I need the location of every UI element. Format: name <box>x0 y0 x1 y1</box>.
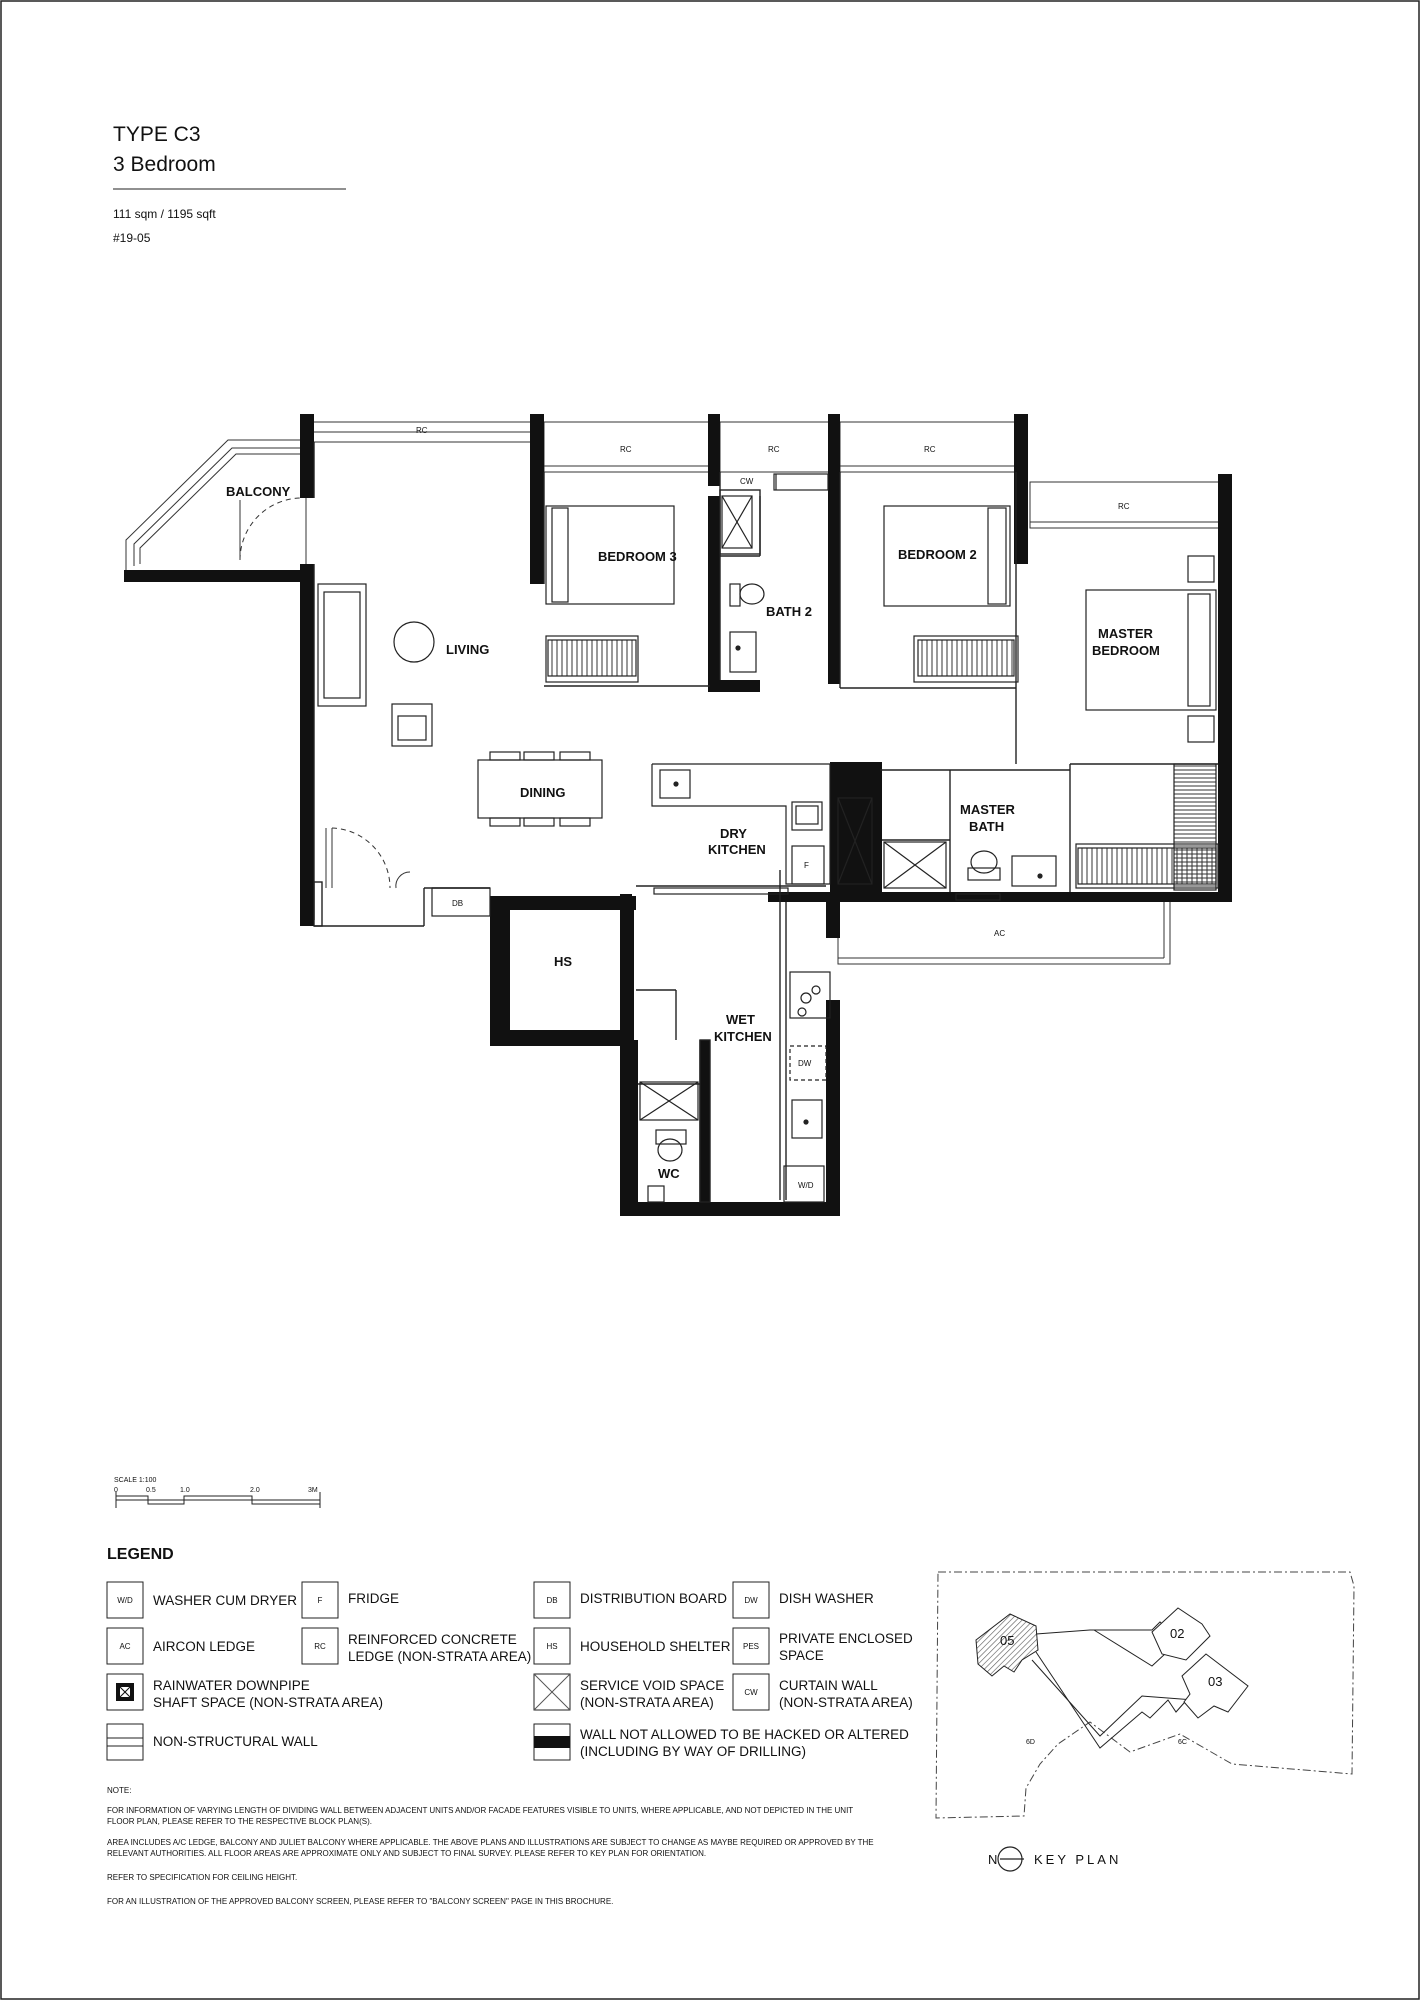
legend-title: LEGEND <box>107 1546 174 1563</box>
legend-label: SPACE <box>779 1648 824 1663</box>
tag-rc: RC <box>924 445 936 454</box>
legend-label: AIRCON LEDGE <box>153 1639 256 1654</box>
bedroom-count: 3 Bedroom <box>113 153 216 176</box>
label-bedroom3: BEDROOM 3 <box>598 549 677 564</box>
key-plan-road-label: 6C <box>1178 1739 1187 1746</box>
scale-tick-label: 2.0 <box>250 1487 260 1494</box>
notes <box>107 1786 874 1906</box>
legend-label: WALL NOT ALLOWED TO BE HACKED OR ALTERED <box>580 1727 909 1742</box>
key-plan-site-boundary <box>936 1572 1354 1818</box>
label-balcony: BALCONY <box>226 484 291 499</box>
key-plan-building-outline <box>1032 1660 1194 1736</box>
unit-area: 111 sqm / 1195 sqft <box>113 207 216 221</box>
tag-wd: W/D <box>798 1181 814 1190</box>
legend-label: WASHER CUM DRYER <box>153 1593 298 1608</box>
tag-ac: AC <box>994 929 1006 938</box>
household-shelter <box>620 894 634 1010</box>
key-plan-title: KEY PLAN <box>1034 1852 1122 1867</box>
tag-rc: RC <box>768 445 780 454</box>
tag-db: DB <box>452 899 464 908</box>
legend-label: DISH WASHER <box>779 1591 874 1606</box>
label-dry-kitchen-2: KITCHEN <box>708 842 766 857</box>
legend-code: DB <box>546 1596 558 1605</box>
legend-code: F <box>317 1596 323 1605</box>
bedroom2-furniture <box>884 506 1018 682</box>
notes-heading: NOTE: <box>107 1786 132 1795</box>
scale-title: SCALE 1:100 <box>114 1477 157 1484</box>
legend-label: LEDGE (NON-STRATA AREA) <box>348 1649 532 1664</box>
key-plan-building-outline <box>1036 1652 1204 1748</box>
scale-tick-label: 3M <box>308 1487 318 1494</box>
tag-cw: CW <box>740 477 754 486</box>
legend-code: AC <box>119 1642 131 1651</box>
label-master-bedroom-2: BEDROOM <box>1092 643 1160 658</box>
legend-label: PRIVATE ENCLOSED <box>779 1631 913 1646</box>
legend <box>107 1546 913 1760</box>
label-bedroom2: BEDROOM 2 <box>898 547 977 562</box>
tag-f: F <box>804 861 809 870</box>
partition-walls <box>314 442 1218 1202</box>
balcony <box>126 440 306 572</box>
note-text: REFER TO SPECIFICATION FOR CEILING HEIGHT. <box>107 1873 298 1882</box>
label-wet-kitchen: WET <box>726 1012 755 1027</box>
legend-label: HOUSEHOLD SHELTER <box>580 1639 731 1654</box>
legend-label: SHAFT SPACE (NON-STRATA AREA) <box>153 1695 384 1710</box>
bedroom3-furniture <box>546 506 674 682</box>
label-hs: HS <box>554 954 573 969</box>
legend-label: (NON-STRATA AREA) <box>779 1695 913 1710</box>
tag-rc: RC <box>620 445 632 454</box>
label-living: LIVING <box>446 642 490 657</box>
unit-type-title: TYPE C3 <box>113 123 201 146</box>
north-label: N <box>988 1852 998 1867</box>
key-plan-block-label: 02 <box>1170 1626 1185 1641</box>
legend-code: CW <box>744 1688 758 1697</box>
label-wet-kitchen-2: KITCHEN <box>714 1029 772 1044</box>
unit-number: #19-05 <box>113 231 151 245</box>
key-plan-block-label: 03 <box>1208 1674 1223 1689</box>
note-text: FLOOR PLAN, PLEASE REFER TO THE RESPECTIVE BLOCK PLAN(S). <box>107 1817 372 1826</box>
legend-label: (NON-STRATA AREA) <box>580 1695 714 1710</box>
legend-code: W/D <box>117 1596 133 1605</box>
label-master-bath: MASTER <box>960 802 1015 817</box>
legend-label: FRIDGE <box>348 1591 400 1606</box>
legend-label: DISTRIBUTION BOARD <box>580 1591 728 1606</box>
label-dry-kitchen: DRY <box>720 826 747 841</box>
scale-tick-label: 0.5 <box>146 1487 156 1494</box>
legend-label: CURTAIN WALL <box>779 1678 878 1693</box>
legend-code: DW <box>744 1596 758 1605</box>
label-dining: DINING <box>520 785 566 800</box>
entrance-door <box>326 828 410 888</box>
label-wc: WC <box>658 1166 680 1181</box>
legend-code: PES <box>742 1642 760 1651</box>
note-text: RELEVANT AUTHORITIES. ALL FLOOR AREAS ARE APPROXIMATE ONLY AND SUBJECT TO FINAL SURVEY. PLEASE REFER TO KEY PLAN FOR ORIENTATION. <box>107 1849 707 1858</box>
scale-tick-label: 1.0 <box>180 1487 190 1494</box>
key-plan <box>936 1572 1354 1871</box>
legend-label: SERVICE VOID SPACE <box>580 1678 725 1693</box>
label-master-bath-2: BATH <box>969 819 1005 834</box>
scale-bar <box>114 1477 320 1508</box>
scale-tick-label: 0 <box>114 1487 118 1494</box>
tag-dw: DW <box>798 1059 812 1068</box>
note-text: FOR AN ILLUSTRATION OF THE APPROVED BALCONY SCREEN, PLEASE REFER TO "BALCONY SCREEN" PAGE IN THIS BROCHURE. <box>107 1897 614 1906</box>
legend-label: NON-STRUCTURAL WALL <box>153 1734 318 1749</box>
floor-plan <box>124 414 1232 1216</box>
legend-label: REINFORCED CONCRETE <box>348 1632 517 1647</box>
bath2-fixtures <box>722 474 828 672</box>
non-structural-wall-swatch <box>107 1724 143 1760</box>
legend-code: HS <box>546 1642 558 1651</box>
tag-rc: RC <box>1118 502 1130 511</box>
note-text: FOR INFORMATION OF VARYING LENGTH OF DIVIDING WALL BETWEEN ADJACENT UNITS AND/OR FACADE FEATURES VISIBLE TO UNITS, WHERE APPLICABLE, AND NOT DEPICTED IN THE UNIT <box>107 1806 854 1815</box>
key-plan-block-label: 05 <box>1000 1633 1015 1648</box>
legend-label: (INCLUDING BY WAY OF DRILLING) <box>580 1744 807 1759</box>
master-bedroom-furniture <box>1076 556 1218 890</box>
legend-label: RAINWATER DOWNPIPE <box>153 1678 310 1693</box>
note-text: AREA INCLUDES A/C LEDGE, BALCONY AND JULIET BALCONY WHERE APPLICABLE. THE ABOVE PLANS AND ILLUSTRATIONS ARE SUBJECT TO CHANGE AS MAYBE REQUIRED OR APPROVED BY THE <box>107 1838 874 1847</box>
legend-code: RC <box>314 1642 326 1651</box>
key-plan-road-label: 6D <box>1026 1739 1035 1746</box>
label-master-bedroom: MASTER <box>1098 626 1153 641</box>
tag-rc: RC <box>416 426 428 435</box>
label-bath2: BATH 2 <box>766 604 812 619</box>
unit-header <box>113 123 346 245</box>
